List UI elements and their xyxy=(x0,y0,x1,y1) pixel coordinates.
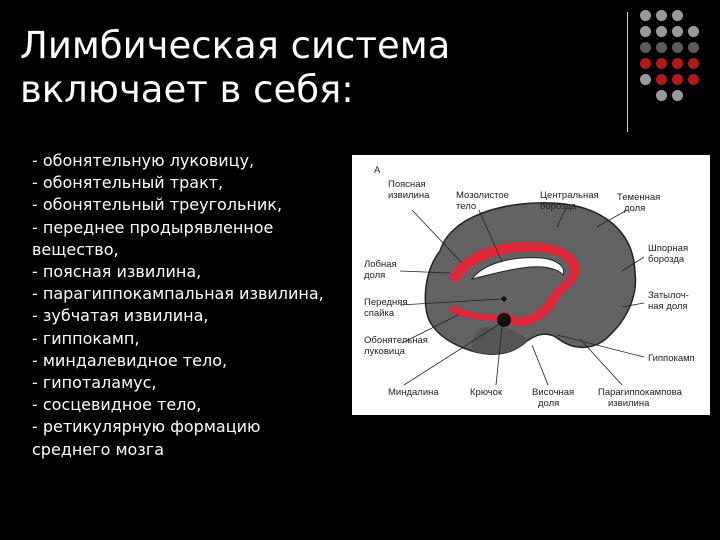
amygdala-dot xyxy=(497,313,511,327)
decorative-divider xyxy=(627,12,628,132)
label-olfactory-bulb: Обонятельная xyxy=(364,335,428,346)
decorative-dot xyxy=(656,58,667,69)
decorative-dot xyxy=(688,58,699,69)
decorative-dot xyxy=(672,90,683,101)
label-anterior-commissure: Передняя xyxy=(364,297,408,308)
label-central-sulcus: Центральная xyxy=(540,190,599,201)
label-cingulate: Поясная xyxy=(388,179,426,190)
decorative-dot xyxy=(640,42,651,53)
anterior-commissure-dot xyxy=(502,297,507,302)
list-item: - обонятельный тракт, xyxy=(32,173,224,193)
label-temporal: Височная xyxy=(532,387,575,398)
label-calcarine: Шпорная xyxy=(648,243,689,254)
label-frontal: Лобная xyxy=(364,259,397,270)
title-line-2: включает в себя: xyxy=(20,68,354,111)
slide-title xyxy=(20,24,610,112)
decorative-dot xyxy=(656,26,667,37)
list-item: среднего мозга xyxy=(32,439,165,459)
decorative-dot xyxy=(640,26,651,37)
decorative-dot xyxy=(640,74,651,85)
label-temporal-2: доля xyxy=(538,398,560,409)
label-hippocampus: Гиппокамп xyxy=(648,353,695,364)
list-item: - переднее продырявленное xyxy=(32,217,274,237)
decorative-dot xyxy=(688,42,699,53)
decorative-dot xyxy=(656,90,667,101)
decorative-dot xyxy=(640,10,651,21)
decorative-dot xyxy=(656,10,667,21)
list-item: - гипоталамус, xyxy=(32,373,157,393)
decorative-dot xyxy=(672,10,683,21)
decorative-dot xyxy=(672,74,683,85)
list-item: - парагиппокампальная извилина, xyxy=(32,284,324,304)
label-corpus-callosum: Мозолистое xyxy=(456,190,509,201)
label-frontal-2: доля xyxy=(364,270,386,281)
list-item: - зубчатая извилина, xyxy=(32,306,209,326)
label-occipital-2: ная доля xyxy=(648,301,688,312)
label-occipital: Затылоч- xyxy=(648,290,689,301)
label-parietal: Теменная xyxy=(617,192,661,203)
component-list xyxy=(32,150,362,461)
brain-diagram xyxy=(352,155,710,415)
decorative-dot xyxy=(656,42,667,53)
decorative-dot xyxy=(672,26,683,37)
decorative-dot xyxy=(656,74,667,85)
decorative-dot xyxy=(688,74,699,85)
list-item: - обонятельную луковицу, xyxy=(32,151,255,170)
label-central-sulcus-2: борозда xyxy=(540,201,577,212)
panel-letter: А xyxy=(374,165,381,176)
list-item: - сосцевидное тело, xyxy=(32,395,202,415)
label-calcarine-2: борозда xyxy=(648,254,685,265)
decorative-dot xyxy=(688,26,699,37)
label-parahippocampal-2: извилина xyxy=(608,398,650,409)
list-item: вещество, xyxy=(32,239,119,259)
label-anterior-commissure-2: спайка xyxy=(364,308,395,319)
label-parietal-2: доля xyxy=(624,203,646,214)
decorative-dot xyxy=(640,58,651,69)
list-item: - гиппокамп, xyxy=(32,328,140,348)
label-cingulate-2: извилина xyxy=(388,190,430,201)
decorative-dot xyxy=(672,58,683,69)
label-uncus: Крючок xyxy=(470,387,503,398)
list-item: - обонятельный треугольник, xyxy=(32,195,283,215)
label-amygdala: Миндалина xyxy=(388,387,439,398)
list-item: - ретикулярную формацию xyxy=(32,417,261,437)
label-parahippocampal: Парагиппокампова xyxy=(598,387,682,398)
label-corpus-callosum-2: тело xyxy=(456,201,477,212)
list-item: - поясная извилина, xyxy=(32,262,202,282)
title-line-1: Лимбическая система xyxy=(20,24,451,67)
list-item: - миндалевидное тело, xyxy=(32,350,228,370)
label-olfactory-bulb-2: луковица xyxy=(364,346,405,357)
decorative-dot xyxy=(672,42,683,53)
